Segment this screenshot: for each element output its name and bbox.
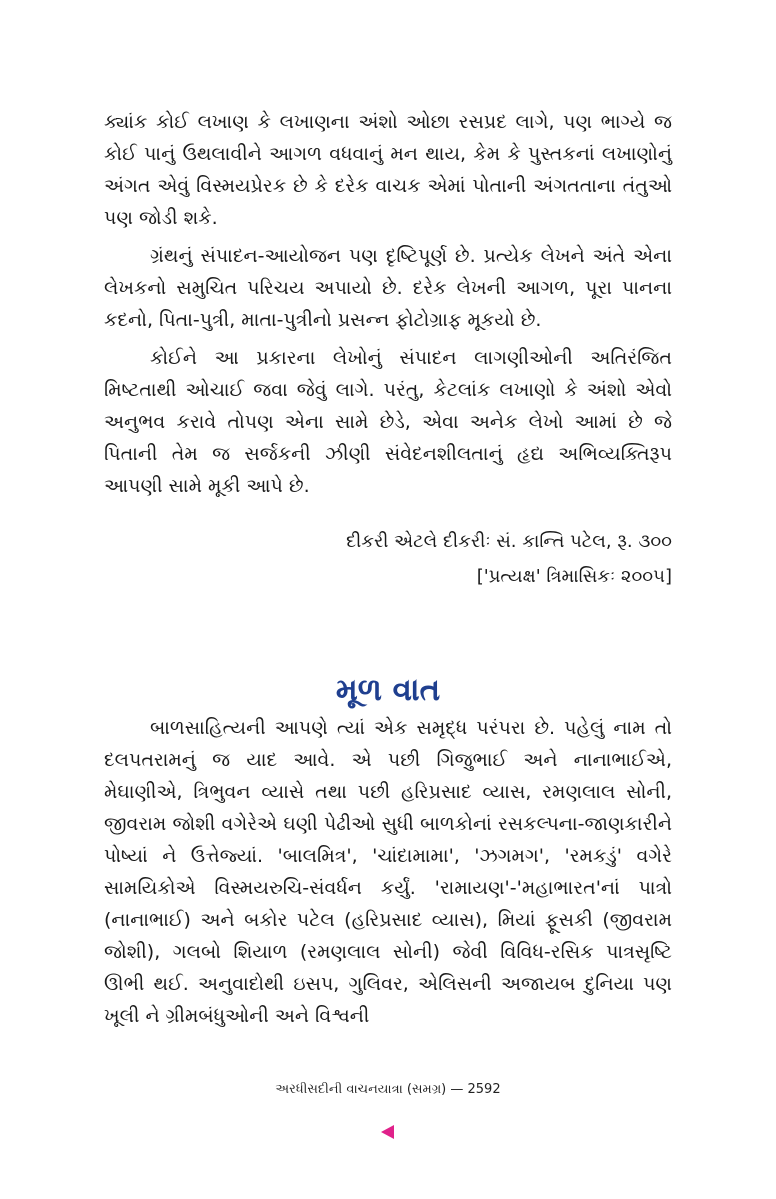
source-citation: ['પ્રત્યક્ષ' ત્રિમાસિકઃ ૨૦૦૫] — [476, 566, 672, 587]
review-paragraph-1: ક્યાંક કોઈ લખાણ કે લખાણના અંશો ઓછા રસપ્રદ લાગે, પણ ભાગ્યે જ કોઈ પાનું ઉથલાવીને આગળ વધવાનું મન થાય, કેમ કે પુસ્તકનાં લખાણોનું અંગત એવું વિસ્મયપ્રેરક છે કે દરેક વાચક એમાં પોતાની અંગતતાના તંતુઓ પણ જોડી શકે. — [104, 111, 672, 229]
book-citation: દીકરી એટલે દીકરીઃ સં. કાન્તિ પટેલ, રૂ. ૩૦૦ — [346, 531, 672, 552]
section-heading: મૂળ વાત — [335, 671, 441, 708]
article-paragraph-1: બાળસાહિત્યની આપણે ત્યાં એક સમૃદ્ધ પરંપરા છે. પહેલું નામ તો દલપતરામનું જ યાદ આવે. એ પછી ગિજુભાઈ અને નાનાભાઈએ, મેઘાણીએ, ત્રિભુવન વ્યાસે તથા પછી હરિપ્રસાદ વ્યાસ, રમણલાલ સોની, જીવરામ જોશી વગેરેએ ઘણી પેઢીઓ સુધી બાળકોનાં રસકલ્પના-જાણકારીને પોષ્યાં ને ઉત્તેજ્યાં. 'બાલમિત્ર', 'ચાંદામામા', 'ઝગમગ', 'રમકડું' વગેરે સામયિકોએ વિસ્મયરુચિ-સંવર્ધન કર્યું. 'રામાયણ'-'મહાભારત'નાં પાત્રો (નાનાભાઈ) અને બકોર પટેલ (હરિપ્રસાદ વ્યાસ), મિયાં ફૂસકી (જીવરામ જોશી), ગલબો શિયાળ (રમણલાલ સોની) જેવી વિવિધ-રસિક પાત્રસૃષ્ટિ ઊભી થઈ. અનુવાદોથી ઇસપ, ગુલિવર, એલિસની અજાયબ દુનિયા પણ ખૂલી ને ગ્રીમબંધુઓની અને વિશ્વની — [104, 717, 672, 1027]
page-footer: અરધીસદીની વાચનયાત્રા (સમગ્ર) — 2592 — [275, 1082, 501, 1097]
review-section — [104, 106, 672, 508]
review-paragraph-2: ગ્રંથનું સંપાદન-આયોજન પણ દૃષ્ટિપૂર્ણ છે. પ્રત્યેક લેખને અંતે એના લેખકનો સમુચિત પરિચય અપાયો છે. દરેક લેખની આગળ, પૂરા પાનના કદનો, પિતા-પુત્રી, માતા-પુત્રીનો પ્રસન્ન ફોટોગ્રાફ મૂકયો છે. — [104, 245, 672, 331]
article-section — [104, 712, 672, 1038]
previous-page-arrow-icon[interactable] — [381, 1125, 394, 1139]
review-paragraph-3: કોઈને આ પ્રકારના લેખોનું સંપાદન લાગણીઓની અતિરંજિત મિષ્ટતાથી ઓચાઈ જવા જેવું લાગે. પરંતુ, કેટલાંક લખાણો કે અંશો એવો અનુભવ કરાવે તોપણ એના સામે છેડે, એવા અનેક લેખો આમાં છે જે પિતાની તેમ જ સર્જકની ઝીણી સંવેદનશીલતાનું હૃદ્ય અભિવ્યક્તિરૂપ આપણી સામે મૂકી આપે છે. — [104, 347, 672, 497]
